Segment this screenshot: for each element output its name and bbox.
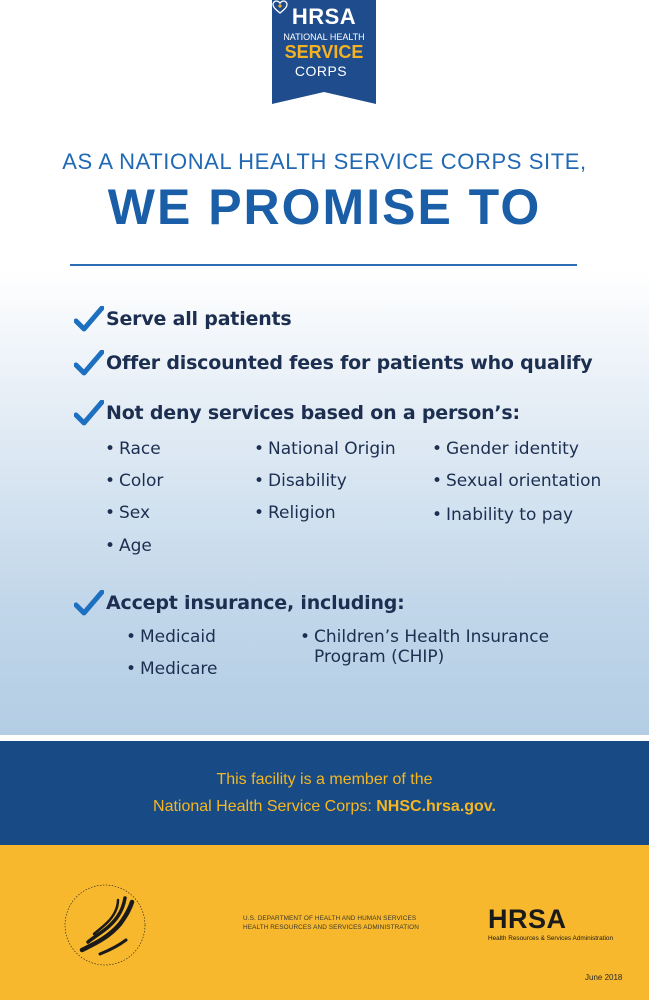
- poster-title: WE PROMISE TO: [107, 179, 542, 235]
- list-item-color: • Color: [105, 471, 164, 491]
- heart-icon: [272, 0, 288, 14]
- list-item-medicaid: • Medicaid: [126, 627, 216, 647]
- checkmark-icon: [74, 350, 104, 376]
- publication-date: June 2018: [585, 973, 623, 982]
- promise-serve-all-patients: Serve all patients: [106, 308, 292, 330]
- list-item-national-origin: • National Origin: [254, 439, 396, 459]
- poster-subtitle: AS A NATIONAL HEALTH SERVICE CORPS SITE,: [62, 149, 587, 174]
- list-item-sex: • Sex: [105, 503, 151, 523]
- list-item-medicare: • Medicare: [126, 659, 218, 679]
- hrsa-footer-logo: HRSA: [488, 904, 567, 934]
- list-item-race: • Race: [105, 439, 161, 459]
- membership-line-2-text: National Health Service Corps:: [153, 798, 377, 815]
- membership-line-2: [0, 798, 649, 816]
- nhsc-badge-logo: [272, 0, 376, 104]
- checkmark-icon: [74, 400, 104, 426]
- badge-corps-text: CORPS: [294, 63, 348, 79]
- badge-service-text: SERVICE: [284, 42, 364, 62]
- hhs-seal-logo: [60, 880, 150, 970]
- promise-not-deny-services: Not deny services based on a person’s:: [106, 402, 520, 424]
- membership-line-1: This facility is a member of the: [216, 771, 433, 788]
- list-item-sexual-orientation: • Sexual orientation: [432, 471, 602, 491]
- nhsc-website-link[interactable]: NHSC.hrsa.gov.: [376, 798, 496, 815]
- promise-accept-insurance: Accept insurance, including:: [106, 592, 405, 614]
- badge-hrsa-text: HRSA: [291, 4, 357, 29]
- list-item-chip: • Children’s Health Insurance: [300, 627, 550, 647]
- list-item-chip-line2: Program (CHIP): [314, 647, 445, 667]
- checkmark-icon: [74, 590, 104, 616]
- list-item-disability: • Disability: [254, 471, 347, 491]
- badge-national-health-text: NATIONAL HEALTH: [283, 32, 365, 42]
- membership-band: [0, 741, 649, 845]
- title-divider: [70, 264, 577, 266]
- checkmark-icon: [74, 306, 104, 332]
- hhs-line-2: HEALTH RESOURCES AND SERVICES ADMINISTRATION: [243, 924, 419, 931]
- hhs-line-1: U.S. DEPARTMENT OF HEALTH AND HUMAN SERVICES: [243, 915, 417, 922]
- promise-discounted-fees: Offer discounted fees for patients who qualify: [106, 352, 593, 374]
- hhs-agency-text: [243, 914, 423, 932]
- list-item-inability-to-pay: • Inability to pay: [432, 505, 574, 525]
- list-item-gender-identity: • Gender identity: [432, 439, 579, 459]
- list-item-religion: • Religion: [254, 503, 336, 523]
- list-item-age: • Age: [105, 536, 152, 556]
- hrsa-footer-subtitle: Health Resources & Services Administration: [488, 935, 614, 942]
